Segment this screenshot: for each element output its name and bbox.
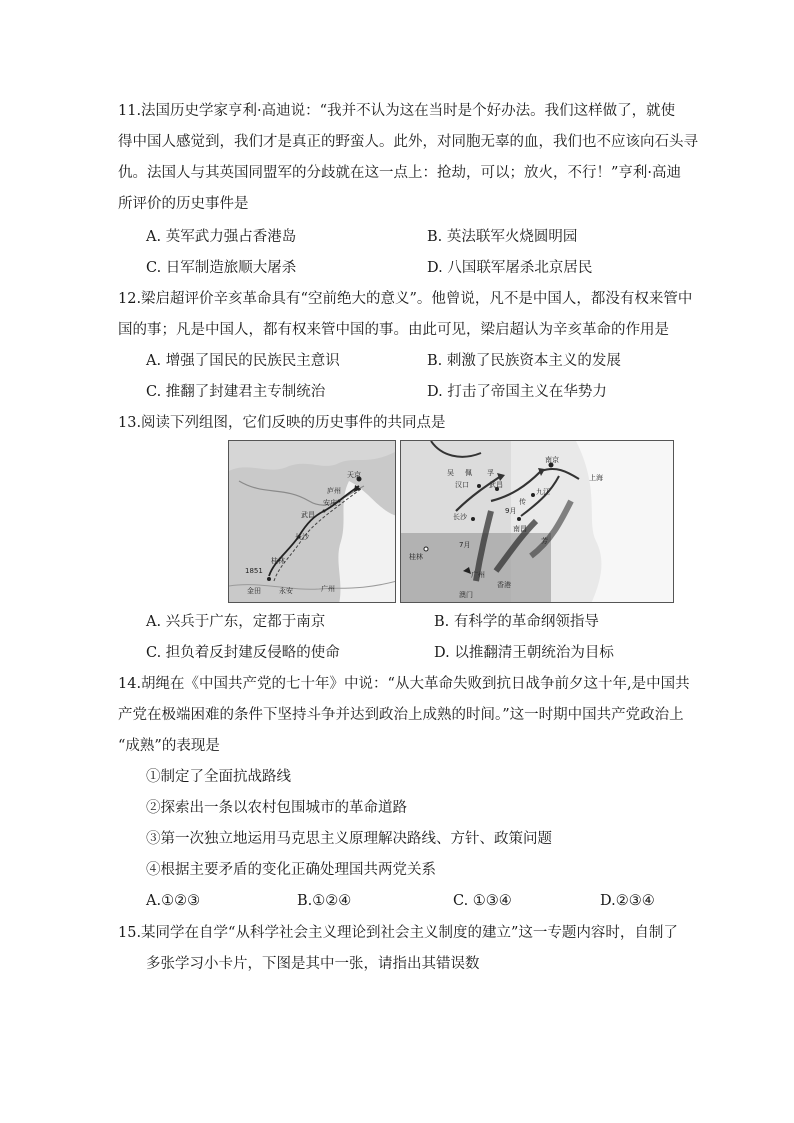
q13-option-c[interactable]: C. 担负着反封建反侵略的使命 — [146, 645, 340, 661]
q12-line-1: 12.梁启超评价辛亥革命具有“空前绝大的意义”。他曾说，凡不是中国人，都没有权来管中 — [118, 291, 693, 307]
q14-item-2: ②探索出一条以农村包围城市的革命道路 — [146, 800, 407, 816]
map1-label-tianjing: 天京 — [347, 471, 361, 479]
taiping-route-map — [228, 440, 396, 603]
q13-option-a[interactable]: A. 兴兵于广东，定都于南京 — [146, 614, 326, 630]
map2-label-nanjing: 南京 — [545, 456, 559, 464]
q14-line-2: 产党在极端困难的条件下坚持斗争并达到政治上成熟的时间。”这一时期中国共产党政治上 — [118, 707, 684, 723]
map2-label-xianggang: 香港 — [497, 581, 511, 589]
map2-label-guilin: 桂林 — [409, 553, 423, 561]
northern-expedition-map — [400, 440, 674, 603]
map1-label-luzhou: 庐州 — [327, 487, 341, 495]
q12-line-2: 国的事；凡是中国人，都有权来管中国的事。由此可见，梁启超认为辛亥革命的作用是 — [118, 322, 669, 338]
map2-label-fu: 孚 — [487, 469, 494, 477]
map1-label-anqing: 安庆 — [323, 499, 337, 507]
q14-item-1: ①制定了全面抗战路线 — [146, 769, 291, 785]
map2-label-september: 9月 — [505, 507, 517, 515]
q11-line-3: 仇。法国人与其英国同盟军的分歧就在这一点上：抢劫，可以；放火，不行！”亨利·高迪 — [118, 165, 682, 181]
q13-map-group — [228, 440, 674, 603]
q14-item-4: ④根据主要矛盾的变化正确处理国共两党关系 — [146, 862, 436, 878]
q11-line-2: 得中国人感觉到，我们才是真正的野蛮人。此外，对同胞无辜的血，我们也不应该向石头寻 — [118, 134, 698, 150]
map2-label-pei: 佩 — [465, 469, 472, 477]
q14-line-1: 14.胡绳在《中国共产党的七十年》中说：“从大革命失败到抗日战争前夕这十年,是中国共 — [118, 676, 690, 692]
map2-label-fang: 芳 — [541, 537, 548, 545]
map1-label-yongan: 永安 — [279, 587, 293, 595]
q11-option-d[interactable]: D. 八国联军屠杀北京居民 — [427, 260, 593, 276]
q14-option-d[interactable]: D.②③④ — [600, 893, 655, 909]
q14-option-b[interactable]: B.①②④ — [297, 893, 352, 909]
northern-expedition-graphic — [401, 441, 674, 603]
map2-label-jiujiang: 九江 — [536, 488, 550, 496]
q14-option-c[interactable]: C. ①③④ — [453, 893, 512, 909]
map1-label-wuchang: 武昌 — [301, 511, 315, 519]
q11-line-1: 11.法国历史学家亨利·高迪说：“我并不认为这在当时是个好办法。我们这样做了，就使 — [118, 103, 676, 119]
map1-label-changsha: 长沙 — [295, 533, 309, 541]
map1-label-guangzhou: 广州 — [321, 585, 335, 593]
map1-label-jintian: 金田 — [247, 587, 261, 595]
map1-label-1851: 1851 — [245, 567, 263, 575]
q14-line-3: “成熟”的表现是 — [118, 738, 220, 754]
map2-label-guangzhou: 广州 — [471, 571, 485, 579]
q11-option-c[interactable]: C. 日军制造旅顺大屠杀 — [146, 260, 297, 276]
q11-line-4: 所评价的历史事件是 — [118, 196, 249, 212]
q14-option-a[interactable]: A.①②③ — [146, 893, 201, 909]
q12-option-d[interactable]: D. 打击了帝国主义在华势力 — [427, 384, 607, 400]
map2-label-july: 7月 — [459, 541, 471, 549]
q13-option-d[interactable]: D. 以推翻清王朝统治为目标 — [434, 645, 614, 661]
q12-option-b[interactable]: B. 刺激了民族资本主义的发展 — [427, 353, 621, 369]
taiping-map-graphic — [229, 441, 396, 603]
q12-option-a[interactable]: A. 增强了国民的民族民主意识 — [146, 353, 340, 369]
map2-label-wu: 吴 — [447, 469, 454, 477]
q13-option-b[interactable]: B. 有科学的革命纲领指导 — [434, 614, 599, 630]
q14-item-3: ③第一次独立地运用马克思主义原理解决路线、方针、政策问题 — [146, 831, 552, 847]
q11-option-b[interactable]: B. 英法联军火烧圆明园 — [427, 229, 578, 245]
q15-line-1: 15.某同学在自学“从科学社会主义理论到社会主义制度的建立”这一专题内容时，自制了 — [118, 925, 678, 941]
q11-option-a[interactable]: A. 英军武力强占香港岛 — [146, 229, 297, 245]
map2-label-changsha: 长沙 — [453, 513, 467, 521]
map2-label-shanghai: 上海 — [589, 474, 603, 482]
map2-label-nanchang: 南昌 — [513, 525, 527, 533]
q13-line-1: 13.阅读下列组图，它们反映的历史事件的共同点是 — [118, 415, 446, 431]
map2-label-aomen: 澳门 — [459, 591, 473, 599]
map1-label-guilin: 桂林 — [271, 557, 285, 565]
q12-option-c[interactable]: C. 推翻了封建君主专制统治 — [146, 384, 326, 400]
map2-label-chuan: 传 — [519, 498, 526, 506]
map2-label-hankou: 汉口 — [455, 481, 469, 489]
map2-label-wuchang: 武昌 — [489, 481, 503, 489]
q15-line-2: 多张学习小卡片，下图是其中一张，请指出其错误数 — [146, 956, 480, 972]
